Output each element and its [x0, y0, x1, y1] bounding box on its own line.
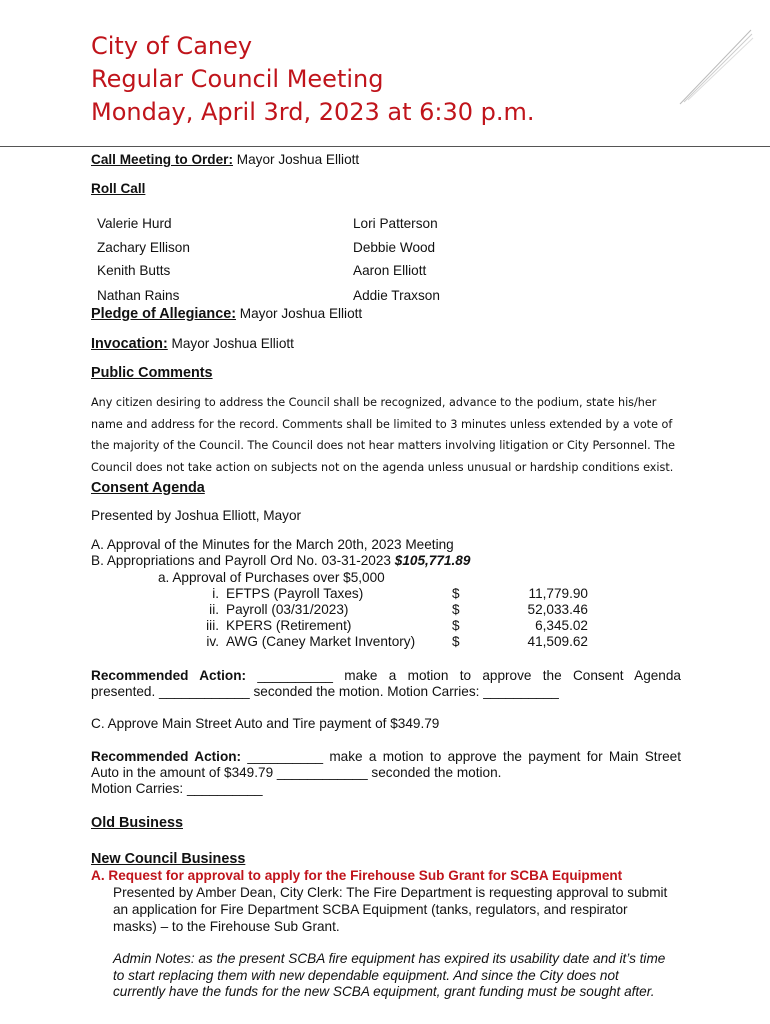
public-comments-line: Council does not take action on subjects not on the agenda unless unusual or hardship conditions exist.	[91, 461, 674, 475]
consent-recommended-action	[91, 668, 681, 700]
recommended-action-line: Auto in the amount of $349.79 ____________ seconded the motion.	[91, 765, 502, 780]
consent-agenda-heading: Consent Agenda	[91, 480, 205, 496]
recommended-action-line: Motion Carries: __________	[91, 781, 263, 796]
roll-call-name: Kenith Butts	[97, 263, 171, 278]
roll-call-name: Lori Patterson	[353, 216, 438, 231]
roll-call-name: Valerie Hurd	[97, 216, 172, 231]
admin-notes-line: currently have the funds for the new SCBA equipment, grant funding must be sought after.	[113, 984, 655, 999]
purchase-amount: 6,345.02	[535, 618, 588, 633]
invocation	[91, 336, 294, 352]
meeting-date: Monday, April 3rd, 2023 at 6:30 p.m.	[91, 98, 535, 126]
purchase-currency: $	[452, 586, 460, 601]
corner-lines-decoration	[675, 22, 755, 107]
public-comments-text	[91, 392, 681, 479]
pledge	[91, 306, 362, 322]
call-to-order	[91, 152, 359, 168]
city-name: City of Caney	[91, 32, 253, 60]
new-business-item-a-title: A. Request for approval to apply for the Firehouse Sub Grant for SCBA Equipment	[91, 868, 623, 883]
recommended-action-line	[91, 749, 681, 765]
consent-item-b	[91, 553, 470, 569]
agenda-title	[91, 30, 535, 129]
public-comments-line: Any citizen desiring to address the Council shall be recognized, advance to the podium, state his/her	[91, 396, 657, 409]
header-rule	[0, 146, 770, 147]
recommended-action-text: __________ make a motion to approve the payment for Main Street	[241, 749, 681, 764]
purchase-amount: 11,779.90	[528, 586, 588, 601]
invocation-label: Invocation:	[91, 336, 168, 352]
purchase-num: iii.	[206, 618, 219, 633]
admin-notes-line: Admin Notes: as the present SCBA fire equipment has expired its usability date and it’s time	[113, 951, 666, 966]
new-business-heading: New Council Business	[91, 851, 246, 867]
purchase-currency: $	[452, 602, 460, 617]
consent-item-a: A. Approval of the Minutes for the March 20th, 2023 Meeting	[91, 537, 454, 552]
pledge-label: Pledge of Allegiance:	[91, 306, 237, 322]
new-business-item-a-line: Presented by Amber Dean, City Clerk: The Fire Department is requesting approval to submit	[113, 885, 668, 900]
recommended-action-line	[91, 668, 681, 684]
recommended-action-label: Recommended Action:	[91, 668, 247, 683]
invocation-value: Mayor Joshua Elliott	[171, 336, 294, 351]
call-to-order-value: Mayor Joshua Elliott	[236, 152, 360, 167]
purchase-num: ii.	[209, 602, 219, 617]
recommended-action-label: Recommended Action:	[91, 749, 242, 764]
purchase-label: Payroll (03/31/2023)	[226, 602, 349, 617]
purchase-label: AWG (Caney Market Inventory)	[226, 634, 416, 649]
purchase-currency: $	[452, 634, 460, 649]
roll-call-name: Debbie Wood	[353, 240, 436, 255]
new-business-item-a-line: an application for Fire Department SCBA Equipment (tanks, regulators, and respirator	[113, 902, 628, 917]
purchase-label: EFTPS (Payroll Taxes)	[226, 586, 364, 601]
public-comments-line: name and address for the record. Comments shall be limited to 3 minutes unless extended by a vote of	[91, 417, 673, 431]
new-business-item-a-line: masks) – to the Firehouse Sub Grant.	[113, 919, 340, 934]
roll-call-name: Zachary Ellison	[97, 240, 190, 255]
public-comments-heading: Public Comments	[91, 365, 213, 381]
public-comments-line: the majority of the Council. The Council does not hear matters involving litigation or City Personnel. The	[91, 439, 676, 453]
call-to-order-label: Call Meeting to Order:	[91, 152, 233, 167]
roll-call-heading: Roll Call	[91, 181, 146, 196]
roll-call-name: Addie Traxson	[353, 288, 440, 303]
purchase-num: i.	[212, 586, 219, 601]
purchase-amount: 52,033.46	[527, 602, 588, 617]
payment-recommended-action	[91, 749, 681, 797]
admin-notes-line: to start replacing them with new dependable equipment. And since the City does not	[113, 968, 619, 983]
consent-item-c: C. Approve Main Street Auto and Tire payment of $349.79	[91, 716, 440, 731]
purchase-amount: 41,509.62	[527, 634, 588, 649]
consent-item-b-text: B. Appropriations and Payroll Ord No. 03-31-2023	[91, 553, 395, 568]
consent-presented-by: Presented by Joshua Elliott, Mayor	[91, 508, 302, 523]
pledge-value: Mayor Joshua Elliott	[239, 306, 363, 321]
old-business-heading: Old Business	[91, 815, 183, 831]
consent-sub-a: a. Approval of Purchases over $5,000	[158, 570, 385, 585]
roll-call-name: Nathan Rains	[97, 288, 180, 303]
purchase-num: iv.	[206, 634, 219, 649]
purchase-currency: $	[452, 618, 460, 633]
purchase-label: KPERS (Retirement)	[226, 618, 352, 633]
recommended-action-text: __________ make a motion to approve the Consent Agenda	[246, 668, 681, 683]
recommended-action-line: presented. ____________ seconded the motion. Motion Carries: __________	[91, 684, 559, 699]
roll-call-name: Aaron Elliott	[353, 263, 427, 278]
consent-item-b-amount: $105,771.89	[394, 553, 471, 568]
meeting-name: Regular Council Meeting	[91, 65, 384, 93]
